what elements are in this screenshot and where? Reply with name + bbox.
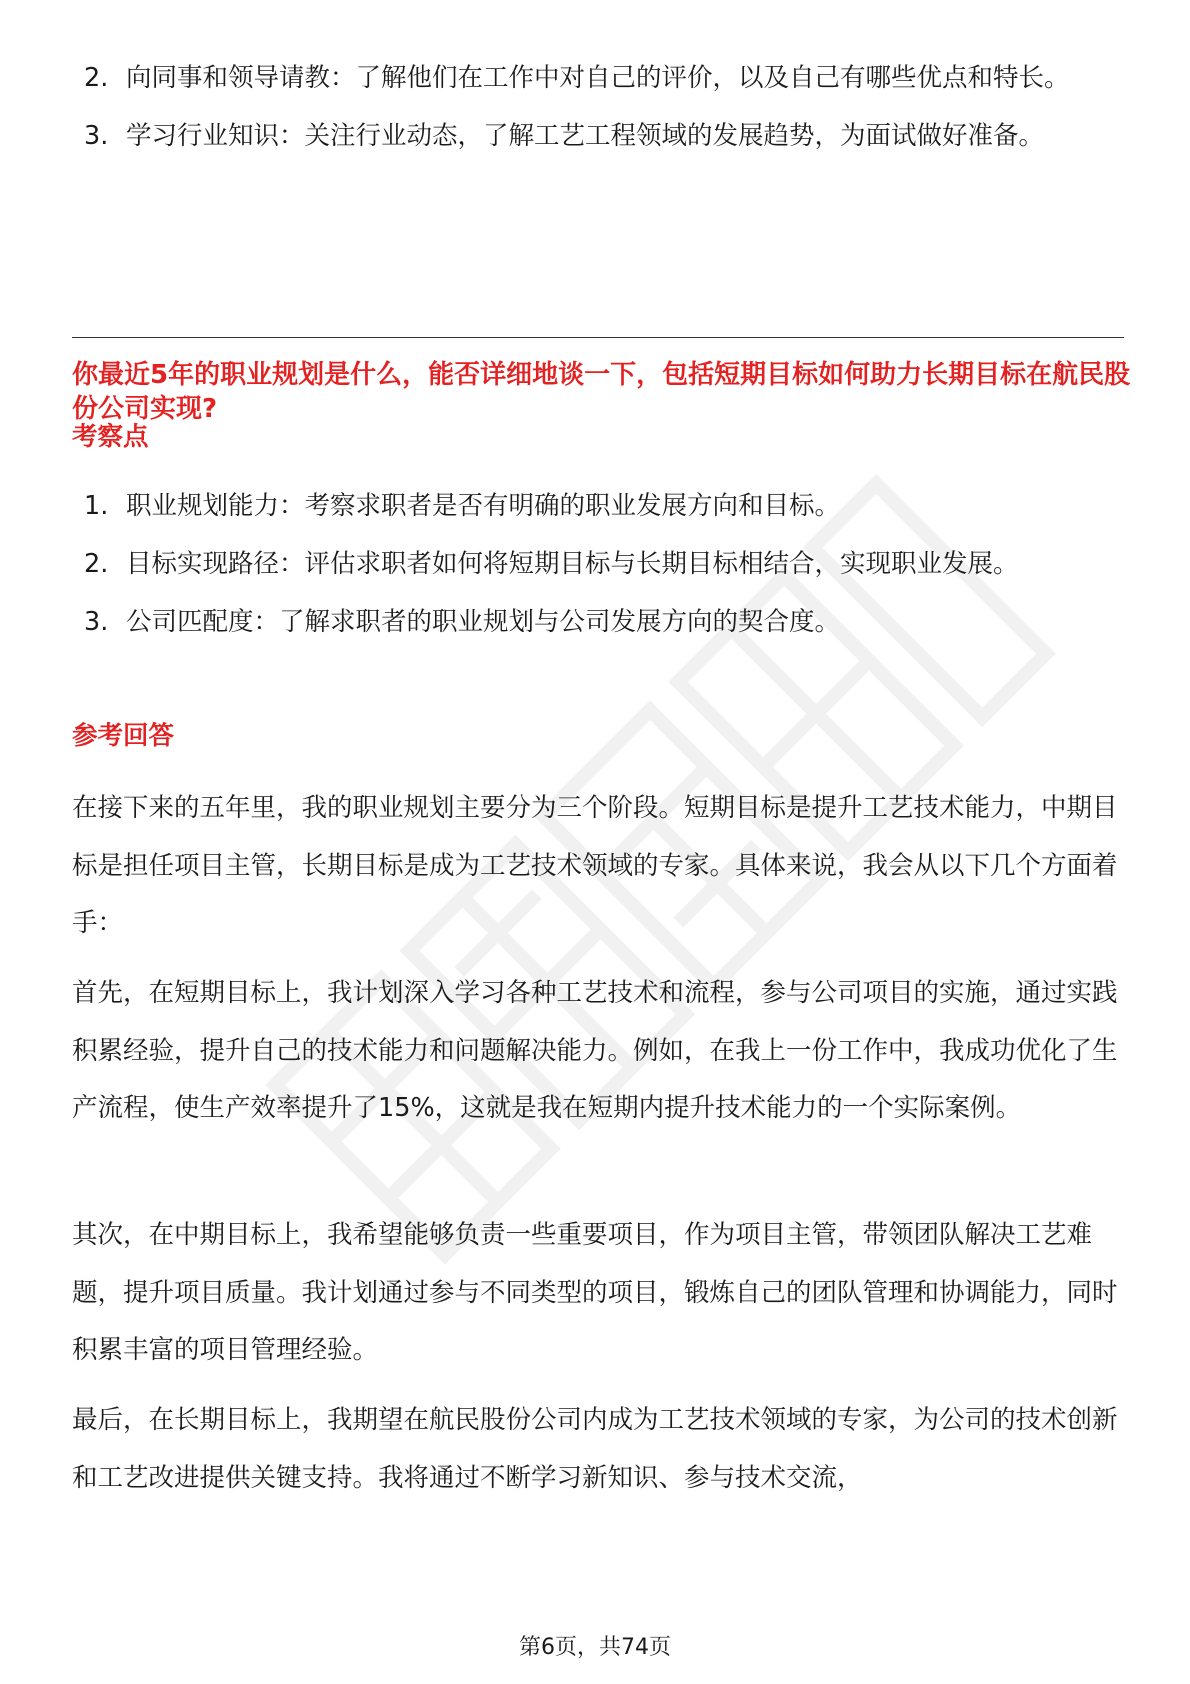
- list-number: 2.: [84, 549, 109, 579]
- list-text: 职业规划能力：考察求职者是否有明确的职业发展方向和目标。: [126, 491, 841, 521]
- previous-list: [84, 50, 1130, 166]
- list-number: 3.: [84, 121, 109, 151]
- answer-paragraph: 最后，在长期目标上，我期望在航民股份公司内成为工艺技术领域的专家，为公司的技术创新和工艺改进提供关键支持。我将通过不断学习新知识、参与技术交流，: [72, 1405, 1118, 1493]
- list-item: [84, 536, 1130, 593]
- section-divider: [72, 337, 1124, 338]
- list-text: 公司匹配度：了解求职者的职业规划与公司发展方向的契合度。: [126, 607, 841, 637]
- list-item: [84, 478, 1130, 535]
- page-footer: 第6页，共74页: [519, 1635, 671, 1660]
- list-text: 学习行业知识：关注行业动态，了解工艺工程领域的发展趋势，为面试做好准备。: [126, 121, 1045, 151]
- list-item: [84, 108, 1130, 165]
- list-item: [84, 594, 1130, 651]
- list-item: [84, 50, 1130, 107]
- answer-paragraph: 首先，在短期目标上，我计划深入学习各种工艺技术和流程，参与公司项目的实施，通过实践积累经验，提升自己的技术能力和问题解决能力。例如，在我上一份工作中，我成功优化了生产流程，使生产效率提升了15%，这就是我在短期内提升技术能力的一个实际案例。: [72, 978, 1118, 1123]
- list-number: 3.: [84, 607, 109, 637]
- examine-list: [84, 478, 1130, 652]
- question-title: 你最近5年的职业规划是什么，能否详细地谈一下，包括短期目标如何助力长期目标在航民股份公司实现?: [72, 360, 1131, 424]
- answer-paragraph: 在接下来的五年里，我的职业规划主要分为三个阶段。短期目标是提升工艺技术能力，中期目标是担任项目主管，长期目标是成为工艺技术领域的专家。具体来说，我会从以下几个方面着手：: [72, 793, 1118, 938]
- examine-heading: 考察点: [72, 422, 149, 452]
- list-text: 目标实现路径：评估求职者如何将短期目标与长期目标相结合，实现职业发展。: [126, 549, 1019, 579]
- answer-heading: 参考回答: [72, 721, 175, 751]
- list-number: 1.: [84, 491, 109, 521]
- list-text: 向同事和领导请教：了解他们在工作中对自己的评价，以及自己有哪些优点和特长。: [126, 63, 1070, 93]
- list-number: 2.: [84, 63, 109, 93]
- answer-paragraph: 其次，在中期目标上，我希望能够负责一些重要项目，作为项目主管，带领团队解决工艺难题，提升项目质量。我计划通过参与不同类型的项目，锻炼自己的团队管理和协调能力，同时积累丰富的项目管理经验。: [72, 1220, 1118, 1365]
